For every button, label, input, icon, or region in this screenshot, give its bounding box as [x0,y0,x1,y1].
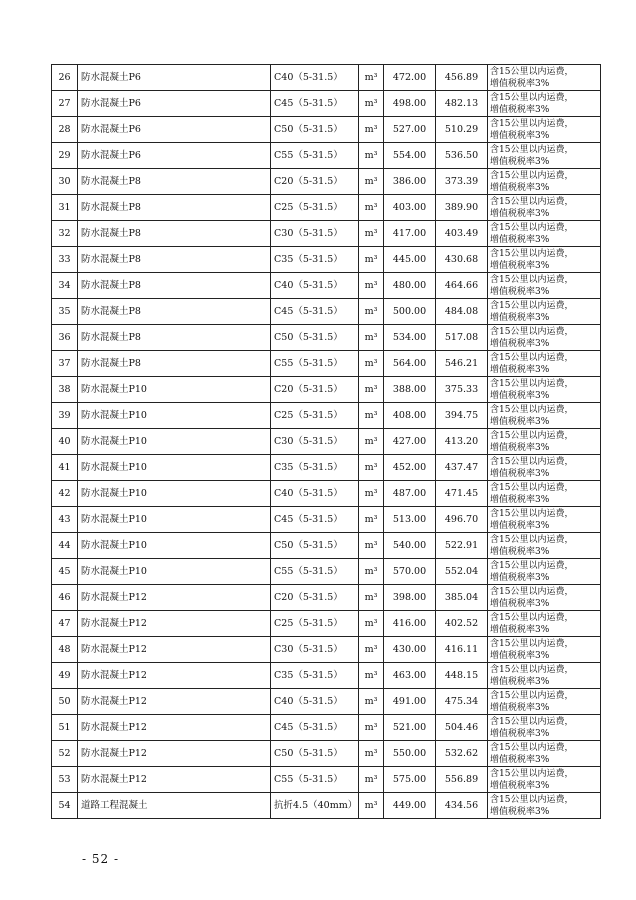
tax-inclusive-price: 430.00 [384,637,436,663]
unit-cell: m³ [359,611,384,637]
remark-line: 含15公里以内运费， [490,378,574,389]
remark-line: 含15公里以内运费， [490,196,574,207]
row-number: 36 [52,325,78,351]
material-spec: C20（5-31.5） [271,169,359,195]
table-row [52,247,601,273]
remark-line: 增值税税率3% [490,104,550,115]
material-name: 防水混凝土P10 [78,377,271,403]
tax-exclusive-price: 556.89 [436,767,488,793]
remark-line: 增值税税率3% [490,650,550,661]
row-number: 30 [52,169,78,195]
material-spec: C55（5-31.5） [271,767,359,793]
unit-cell: m³ [359,481,384,507]
unit-cell: m³ [359,117,384,143]
unit-cell: m³ [359,663,384,689]
unit-cell: m³ [359,351,384,377]
material-spec: C50（5-31.5） [271,533,359,559]
tax-exclusive-price: 448.15 [436,663,488,689]
remark-cell [488,91,601,117]
material-spec: C35（5-31.5） [271,663,359,689]
tax-inclusive-price: 417.00 [384,221,436,247]
tax-inclusive-price: 463.00 [384,663,436,689]
remark-line: 含15公里以内运费， [490,300,574,311]
remark-cell [488,325,601,351]
row-number: 39 [52,403,78,429]
remark-line: 含15公里以内运费， [490,690,574,701]
table-row [52,507,601,533]
tax-inclusive-price: 487.00 [384,481,436,507]
table-row [52,91,601,117]
remark-line: 增值税税率3% [490,364,550,375]
remark-line: 含15公里以内运费， [490,664,574,675]
remark-cell [488,559,601,585]
row-number: 51 [52,715,78,741]
remark-line: 增值税税率3% [490,780,550,791]
tax-inclusive-price: 564.00 [384,351,436,377]
remark-cell [488,689,601,715]
remark-line: 增值税税率3% [490,156,550,167]
unit-cell: m³ [359,793,384,819]
table-row [52,793,601,819]
tax-exclusive-price: 430.68 [436,247,488,273]
remark-line: 含15公里以内运费， [490,430,574,441]
unit-cell: m³ [359,689,384,715]
material-spec: C45（5-31.5） [271,715,359,741]
unit-cell: m³ [359,533,384,559]
material-spec: C45（5-31.5） [271,507,359,533]
remark-cell [488,195,601,221]
unit-cell: m³ [359,767,384,793]
unit-cell: m³ [359,195,384,221]
remark-line: 含15公里以内运费， [490,352,574,363]
tax-exclusive-price: 522.91 [436,533,488,559]
remark-line: 含15公里以内运费， [490,716,574,727]
remark-line: 增值税税率3% [490,286,550,297]
remark-line: 含15公里以内运费， [490,612,574,623]
tax-inclusive-price: 540.00 [384,533,436,559]
material-spec: C35（5-31.5） [271,247,359,273]
tax-inclusive-price: 500.00 [384,299,436,325]
material-spec: C40（5-31.5） [271,481,359,507]
tax-inclusive-price: 472.00 [384,65,436,91]
row-number: 48 [52,637,78,663]
table-row [52,169,601,195]
tax-inclusive-price: 403.00 [384,195,436,221]
material-spec: C25（5-31.5） [271,611,359,637]
remark-line: 含15公里以内运费， [490,248,574,259]
material-name: 防水混凝土P6 [78,65,271,91]
material-spec: C40（5-31.5） [271,65,359,91]
unit-cell: m³ [359,273,384,299]
material-name: 防水混凝土P12 [78,715,271,741]
remark-line: 含15公里以内运费， [490,768,574,779]
remark-line: 含15公里以内运费， [490,92,574,103]
table-row [52,715,601,741]
tax-exclusive-price: 552.04 [436,559,488,585]
remark-line: 含15公里以内运费， [490,326,574,337]
row-number: 37 [52,351,78,377]
row-number: 27 [52,91,78,117]
tax-inclusive-price: 449.00 [384,793,436,819]
material-name: 防水混凝土P10 [78,403,271,429]
remark-line: 增值税税率3% [490,598,550,609]
material-spec: C50（5-31.5） [271,741,359,767]
tax-inclusive-price: 554.00 [384,143,436,169]
remark-cell [488,429,601,455]
remark-cell [488,117,601,143]
tax-inclusive-price: 388.00 [384,377,436,403]
material-spec: C55（5-31.5） [271,351,359,377]
remark-line: 增值税税率3% [490,520,550,531]
row-number: 44 [52,533,78,559]
unit-cell: m³ [359,741,384,767]
row-number: 29 [52,143,78,169]
table-row [52,221,601,247]
tax-exclusive-price: 532.62 [436,741,488,767]
remark-cell [488,637,601,663]
row-number: 34 [52,273,78,299]
material-name: 防水混凝土P8 [78,351,271,377]
material-name: 防水混凝土P12 [78,611,271,637]
unit-cell: m³ [359,169,384,195]
tax-inclusive-price: 575.00 [384,767,436,793]
remark-cell [488,611,601,637]
remark-line: 含15公里以内运费， [490,638,574,649]
remark-cell [488,741,601,767]
tax-inclusive-price: 416.00 [384,611,436,637]
tax-exclusive-price: 375.33 [436,377,488,403]
material-spec: C30（5-31.5） [271,221,359,247]
tax-exclusive-price: 475.34 [436,689,488,715]
tax-inclusive-price: 386.00 [384,169,436,195]
material-name: 防水混凝土P12 [78,741,271,767]
remark-cell [488,221,601,247]
remark-line: 含15公里以内运费， [490,742,574,753]
material-spec: C25（5-31.5） [271,403,359,429]
table-row [52,377,601,403]
row-number: 53 [52,767,78,793]
remark-line: 增值税税率3% [490,130,550,141]
material-name: 防水混凝土P10 [78,429,271,455]
table-row [52,429,601,455]
tax-inclusive-price: 408.00 [384,403,436,429]
remark-line: 增值税税率3% [490,702,550,713]
remark-line: 增值税税率3% [490,260,550,271]
remark-line: 含15公里以内运费， [490,222,574,233]
row-number: 26 [52,65,78,91]
remark-cell [488,377,601,403]
tax-exclusive-price: 373.39 [436,169,488,195]
tax-exclusive-price: 482.13 [436,91,488,117]
material-name: 防水混凝土P10 [78,533,271,559]
unit-cell: m³ [359,559,384,585]
table-body [52,65,601,819]
row-number: 46 [52,585,78,611]
remark-line: 含15公里以内运费， [490,794,574,805]
tax-exclusive-price: 413.20 [436,429,488,455]
table-row [52,325,601,351]
remark-cell [488,65,601,91]
tax-inclusive-price: 570.00 [384,559,436,585]
remark-cell [488,793,601,819]
tax-inclusive-price: 427.00 [384,429,436,455]
page-number: - 52 - [82,852,120,866]
unit-cell: m³ [359,247,384,273]
material-spec: C30（5-31.5） [271,429,359,455]
row-number: 45 [52,559,78,585]
material-name: 防水混凝土P12 [78,663,271,689]
material-name: 防水混凝土P6 [78,91,271,117]
material-spec: C55（5-31.5） [271,559,359,585]
tax-exclusive-price: 416.11 [436,637,488,663]
material-spec: C30（5-31.5） [271,637,359,663]
remark-cell [488,715,601,741]
tax-exclusive-price: 496.70 [436,507,488,533]
material-spec: C50（5-31.5） [271,117,359,143]
unit-cell: m³ [359,91,384,117]
table-row [52,767,601,793]
row-number: 31 [52,195,78,221]
row-number: 41 [52,455,78,481]
material-name: 道路工程混凝土 [78,793,271,819]
remark-cell [488,767,601,793]
tax-inclusive-price: 480.00 [384,273,436,299]
remark-line: 增值税税率3% [490,442,550,453]
row-number: 38 [52,377,78,403]
remark-line: 含15公里以内运费， [490,170,574,181]
material-name: 防水混凝土P6 [78,117,271,143]
material-name: 防水混凝土P12 [78,637,271,663]
remark-line: 含15公里以内运费， [490,534,574,545]
remark-cell [488,273,601,299]
tax-exclusive-price: 403.49 [436,221,488,247]
row-number: 28 [52,117,78,143]
remark-line: 含15公里以内运费， [490,144,574,155]
table-row [52,559,601,585]
tax-inclusive-price: 521.00 [384,715,436,741]
unit-cell: m³ [359,221,384,247]
row-number: 47 [52,611,78,637]
table-row [52,663,601,689]
remark-line: 增值税税率3% [490,572,550,583]
row-number: 52 [52,741,78,767]
unit-cell: m³ [359,507,384,533]
table-row [52,689,601,715]
material-name: 防水混凝土P8 [78,273,271,299]
remark-line: 增值税税率3% [490,208,550,219]
tax-inclusive-price: 398.00 [384,585,436,611]
remark-line: 增值税税率3% [490,494,550,505]
table-row [52,585,601,611]
tax-inclusive-price: 534.00 [384,325,436,351]
tax-exclusive-price: 394.75 [436,403,488,429]
unit-cell: m³ [359,325,384,351]
tax-inclusive-price: 445.00 [384,247,436,273]
remark-line: 增值税税率3% [490,676,550,687]
remark-line: 增值税税率3% [490,416,550,427]
remark-cell [488,481,601,507]
material-name: 防水混凝土P10 [78,481,271,507]
tax-exclusive-price: 536.50 [436,143,488,169]
material-spec: C20（5-31.5） [271,585,359,611]
material-spec: C25（5-31.5） [271,195,359,221]
remark-line: 含15公里以内运费， [490,404,574,415]
row-number: 54 [52,793,78,819]
remark-cell [488,143,601,169]
material-name: 防水混凝土P12 [78,767,271,793]
unit-cell: m³ [359,715,384,741]
price-table [51,64,601,819]
material-name: 防水混凝土P10 [78,455,271,481]
unit-cell: m³ [359,637,384,663]
unit-cell: m³ [359,377,384,403]
tax-inclusive-price: 498.00 [384,91,436,117]
material-name: 防水混凝土P8 [78,195,271,221]
table-row [52,741,601,767]
remark-cell [488,403,601,429]
row-number: 32 [52,221,78,247]
unit-cell: m³ [359,455,384,481]
tax-exclusive-price: 517.08 [436,325,488,351]
material-name: 防水混凝土P8 [78,247,271,273]
remark-line: 含15公里以内运费， [490,560,574,571]
remark-line: 含15公里以内运费， [490,482,574,493]
tax-inclusive-price: 550.00 [384,741,436,767]
remark-line: 增值税税率3% [490,338,550,349]
table-row [52,351,601,377]
table-row [52,533,601,559]
tax-inclusive-price: 527.00 [384,117,436,143]
row-number: 33 [52,247,78,273]
remark-line: 含15公里以内运费， [490,508,574,519]
material-name: 防水混凝土P8 [78,169,271,195]
table-row [52,481,601,507]
remark-line: 增值税税率3% [490,78,550,89]
material-name: 防水混凝土P6 [78,143,271,169]
tax-exclusive-price: 437.47 [436,455,488,481]
remark-line: 增值税税率3% [490,728,550,739]
unit-cell: m³ [359,143,384,169]
material-spec: C20（5-31.5） [271,377,359,403]
remark-line: 增值税税率3% [490,234,550,245]
remark-cell [488,169,601,195]
table-row [52,403,601,429]
remark-line: 增值税税率3% [490,806,550,817]
table-row [52,117,601,143]
table-row [52,273,601,299]
row-number: 43 [52,507,78,533]
table-row [52,637,601,663]
remark-cell [488,455,601,481]
remark-line: 增值税税率3% [490,624,550,635]
remark-line: 含15公里以内运费， [490,274,574,285]
remark-line: 增值税税率3% [490,312,550,323]
material-spec: C45（5-31.5） [271,299,359,325]
remark-line: 含15公里以内运费， [490,456,574,467]
material-spec: C50（5-31.5） [271,325,359,351]
remark-cell [488,533,601,559]
row-number: 35 [52,299,78,325]
remark-line: 含15公里以内运费， [490,66,574,77]
tax-exclusive-price: 464.66 [436,273,488,299]
remark-line: 增值税税率3% [490,390,550,401]
unit-cell: m³ [359,429,384,455]
material-spec: 抗折4.5（40mm） [271,793,359,819]
material-name: 防水混凝土P12 [78,689,271,715]
remark-line: 含15公里以内运费， [490,586,574,597]
material-spec: C40（5-31.5） [271,689,359,715]
tax-exclusive-price: 471.45 [436,481,488,507]
tax-exclusive-price: 504.46 [436,715,488,741]
table-row [52,195,601,221]
tax-exclusive-price: 510.29 [436,117,488,143]
unit-cell: m³ [359,585,384,611]
row-number: 42 [52,481,78,507]
remark-cell [488,507,601,533]
tax-exclusive-price: 385.04 [436,585,488,611]
material-name: 防水混凝土P10 [78,507,271,533]
table-row [52,65,601,91]
table-row [52,611,601,637]
material-name: 防水混凝土P12 [78,585,271,611]
row-number: 50 [52,689,78,715]
material-spec: C55（5-31.5） [271,143,359,169]
tax-exclusive-price: 389.90 [436,195,488,221]
table-row [52,143,601,169]
tax-inclusive-price: 452.00 [384,455,436,481]
material-name: 防水混凝土P10 [78,559,271,585]
remark-cell [488,299,601,325]
material-name: 防水混凝土P8 [78,221,271,247]
material-spec: C45（5-31.5） [271,91,359,117]
material-name: 防水混凝土P8 [78,299,271,325]
material-name: 防水混凝土P8 [78,325,271,351]
row-number: 49 [52,663,78,689]
tax-inclusive-price: 513.00 [384,507,436,533]
unit-cell: m³ [359,299,384,325]
tax-exclusive-price: 456.89 [436,65,488,91]
remark-cell [488,247,601,273]
remark-line: 增值税税率3% [490,546,550,557]
tax-exclusive-price: 434.56 [436,793,488,819]
tax-exclusive-price: 484.08 [436,299,488,325]
row-number: 40 [52,429,78,455]
tax-exclusive-price: 402.52 [436,611,488,637]
table-row [52,299,601,325]
unit-cell: m³ [359,65,384,91]
remark-line: 含15公里以内运费， [490,118,574,129]
remark-cell [488,351,601,377]
remark-line: 增值税税率3% [490,468,550,479]
remark-cell [488,663,601,689]
unit-cell: m³ [359,403,384,429]
tax-inclusive-price: 491.00 [384,689,436,715]
remark-line: 增值税税率3% [490,754,550,765]
material-spec: C35（5-31.5） [271,455,359,481]
tax-exclusive-price: 546.21 [436,351,488,377]
remark-cell [488,585,601,611]
table-row [52,455,601,481]
material-spec: C40（5-31.5） [271,273,359,299]
remark-line: 增值税税率3% [490,182,550,193]
